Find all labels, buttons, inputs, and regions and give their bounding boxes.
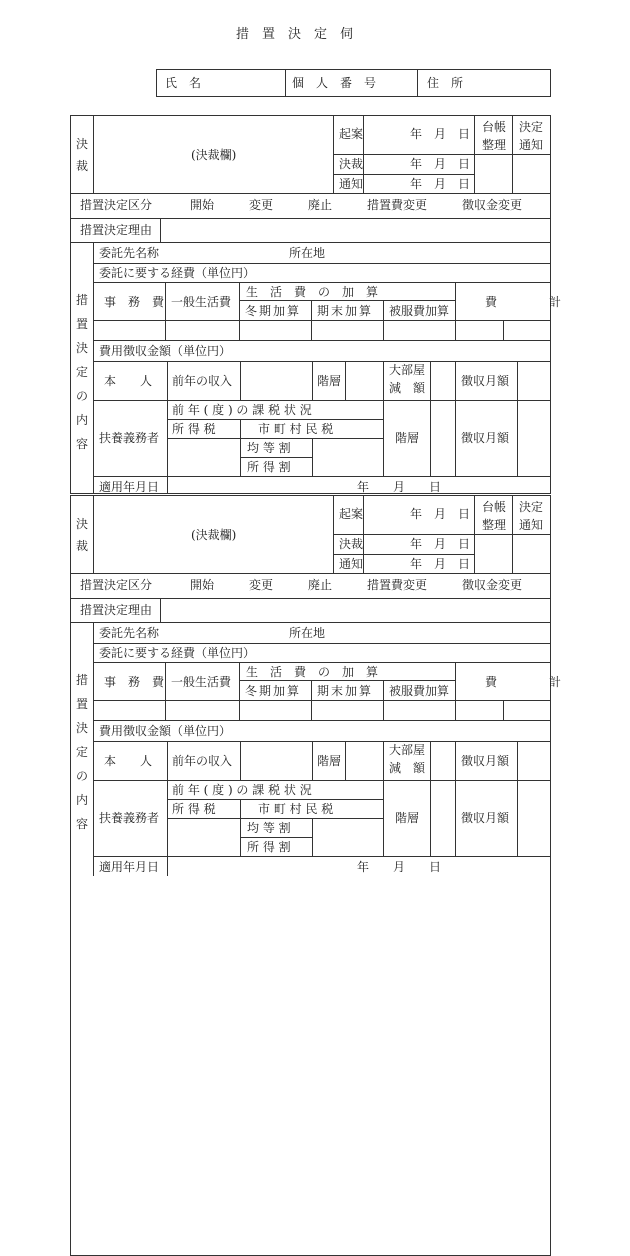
kian-label: 起案 <box>339 507 364 521</box>
shotokuwari-label: 所 得 割 <box>247 840 291 854</box>
shozaichi-label: 所在地 <box>289 626 326 640</box>
jimuhi-label: 事 務 費 <box>104 295 165 309</box>
kaiso2-label: 階層 <box>395 431 420 445</box>
shotokuzei-label: 所 得 税 <box>172 802 216 816</box>
name-label: 氏 名 <box>165 76 202 90</box>
shotokuzei-label: 所 得 税 <box>172 422 216 436</box>
toki-label: 冬期加算 <box>245 304 302 318</box>
fuyo-label: 扶養義務者 <box>99 811 160 825</box>
choshu-month-label: 徴収月額 <box>461 754 510 768</box>
shotokuwari-label: 所 得 割 <box>247 460 291 474</box>
ippan-label: 一般生活費 <box>171 675 232 689</box>
daicho-label: 台帳 <box>482 500 507 514</box>
opt-abolish: 廃止 <box>308 198 333 212</box>
kaiso2-label: 階層 <box>395 811 420 825</box>
kessai-label: 決裁 <box>75 137 88 174</box>
kintou-label: 均 等 割 <box>247 441 291 455</box>
opt-change: 変更 <box>249 198 274 212</box>
tsuchi-row-label: 通知 <box>339 177 364 191</box>
opt-abolish: 廃止 <box>308 578 333 592</box>
kimatsu-label: 期末加算 <box>317 684 374 698</box>
reason-label: 措置決定理由 <box>80 223 153 237</box>
fuyo-label: 扶養義務者 <box>99 431 160 445</box>
choshu-month2-label: 徴収月額 <box>461 431 510 445</box>
tekiyou-date: 年 月 日 <box>357 860 442 874</box>
tekiyou-date: 年 月 日 <box>357 480 442 494</box>
kazei-label: 前 年 ( 度 ) の 課 税 状 況 <box>172 783 312 797</box>
seiri-label: 整理 <box>482 138 507 152</box>
hikei-label: 費 計 <box>485 675 582 689</box>
tsuchi-date: 年 月 日 <box>410 557 471 571</box>
shozaichi-label: 所在地 <box>289 246 326 260</box>
kettei-label: 決定 <box>519 120 544 134</box>
opt-change: 変更 <box>249 578 274 592</box>
daibuya-label: 大部屋 <box>389 743 426 757</box>
number-label: 個 人 番 号 <box>292 76 377 90</box>
kaiso-label: 階層 <box>317 754 342 768</box>
shichoson-label: 市 町 村 民 税 <box>258 422 334 436</box>
opt-cost-change: 措置費変更 <box>367 198 428 212</box>
tsuchi-col-label: 通知 <box>519 138 544 152</box>
naiyou-label: 措置決定の内容 <box>75 673 88 831</box>
kessai-row-label: 決裁 <box>339 537 364 551</box>
honnin-label: 本 人 <box>104 754 153 768</box>
kessai-row-label: 決裁 <box>339 157 364 171</box>
hikei-label: 費 計 <box>485 295 582 309</box>
daibuya-label: 大部屋 <box>389 363 426 377</box>
tsuchi-date: 年 月 日 <box>410 177 471 191</box>
choshu-label: 費用徴収金額（単位円） <box>99 344 232 358</box>
kaiso-label: 階層 <box>317 374 342 388</box>
tsuchi-row-label: 通知 <box>339 557 364 571</box>
daicho-label: 台帳 <box>482 120 507 134</box>
hifuku-label: 被服費加算 <box>389 684 450 698</box>
gengaku-label: 減 額 <box>389 761 426 775</box>
tsuchi-col-label: 通知 <box>519 518 544 532</box>
itaku-name-label: 委託先名称 <box>99 626 160 640</box>
kessai-date: 年 月 日 <box>410 537 471 551</box>
kian-date: 年 月 日 <box>410 127 471 141</box>
kintou-label: 均 等 割 <box>247 821 291 835</box>
opt-collect-change: 徴収金変更 <box>462 198 523 212</box>
kian-date: 年 月 日 <box>410 507 471 521</box>
itaku-name-label: 委託先名称 <box>99 246 160 260</box>
kian-label: 起案 <box>339 127 364 141</box>
address-label: 住 所 <box>427 76 464 90</box>
reason-label: 措置決定理由 <box>80 603 153 617</box>
opt-cost-change: 措置費変更 <box>367 578 428 592</box>
page-title: 措 置 決 定 伺 <box>236 27 354 42</box>
jimuhi-label: 事 務 費 <box>104 675 165 689</box>
kazei-label: 前 年 ( 度 ) の 課 税 状 況 <box>172 403 312 417</box>
kubun-label: 措置決定区分 <box>80 198 153 212</box>
kettei-label: 決定 <box>519 500 544 514</box>
opt-start: 開始 <box>190 578 215 592</box>
itaku-cost-label: 委託に要する経費（単位円） <box>99 266 256 280</box>
tekiyou-label: 適用年月日 <box>99 860 160 874</box>
itaku-cost-label: 委託に要する経費（単位円） <box>99 646 256 660</box>
shichoson-label: 市 町 村 民 税 <box>258 802 334 816</box>
honnin-label: 本 人 <box>104 374 153 388</box>
tekiyou-label: 適用年月日 <box>99 480 160 494</box>
seiri-label: 整理 <box>482 518 507 532</box>
choshu-month-label: 徴収月額 <box>461 374 510 388</box>
seikatsuhi-kasan: 生 活 費 の 加 算 <box>246 665 379 679</box>
choshu-month2-label: 徴収月額 <box>461 811 510 825</box>
naiyou-label: 措置決定の内容 <box>75 293 88 451</box>
choshu-label: 費用徴収金額（単位円） <box>99 724 232 738</box>
zennen-income-label: 前年の収入 <box>172 374 233 388</box>
opt-collect-change: 徴収金変更 <box>462 578 523 592</box>
gengaku-label: 減 額 <box>389 381 426 395</box>
opt-start: 開始 <box>190 198 215 212</box>
kessai-date: 年 月 日 <box>410 157 471 171</box>
kessai-field: (決裁欄) <box>191 148 237 162</box>
kimatsu-label: 期末加算 <box>317 304 374 318</box>
kessai-label: 決裁 <box>75 517 88 554</box>
kubun-label: 措置決定区分 <box>80 578 153 592</box>
ippan-label: 一般生活費 <box>171 295 232 309</box>
toki-label: 冬期加算 <box>245 684 302 698</box>
hifuku-label: 被服費加算 <box>389 304 450 318</box>
seikatsuhi-kasan: 生 活 費 の 加 算 <box>246 285 379 299</box>
kessai-field: (決裁欄) <box>191 528 237 542</box>
zennen-income-label: 前年の収入 <box>172 754 233 768</box>
